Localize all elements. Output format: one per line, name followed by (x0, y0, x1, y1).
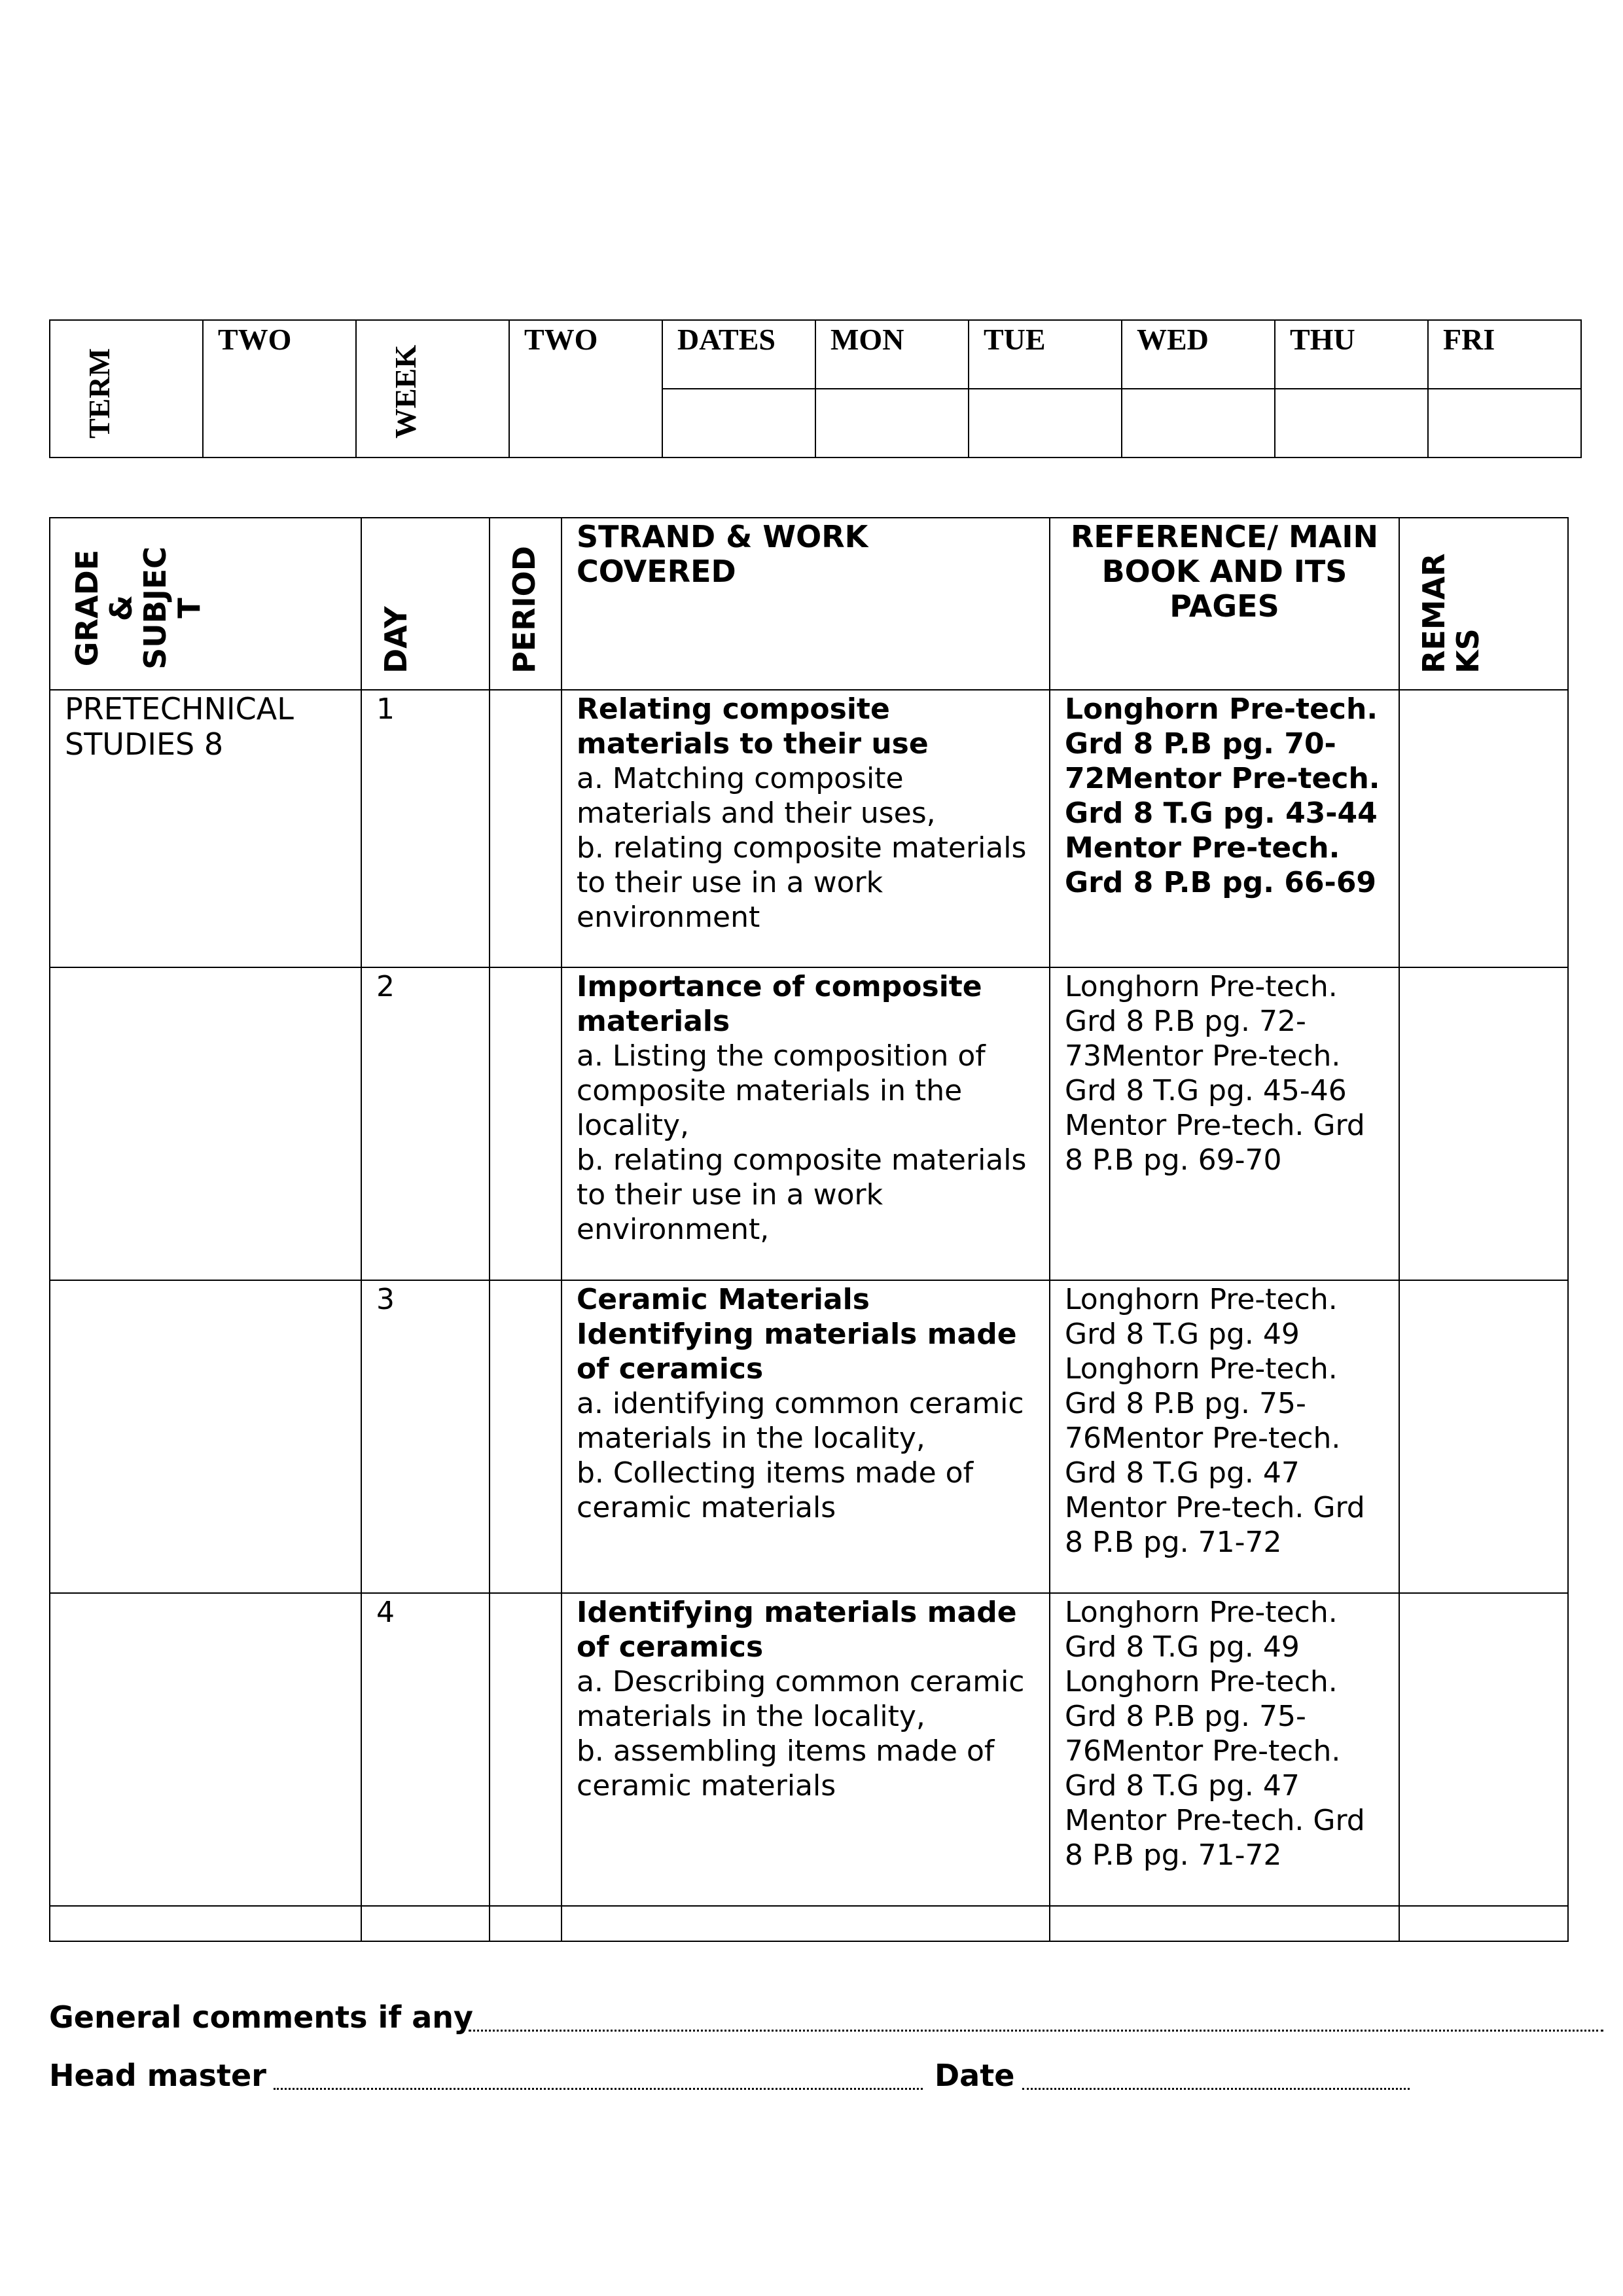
day-cell (361, 967, 490, 1280)
day-header-wed (1122, 320, 1275, 389)
date-label: Date (935, 2058, 1015, 2093)
reference-text: Longhorn Pre-tech. Grd 8 T.G pg. 49 Longhorn Pre-tech. Grd 8 P.B pg. 75-76Mentor Pre-tech. Grd 8 T.G pg. 47 Mentor Pre-tech. Grd 8 P.B pg. 71-72 (1065, 1596, 1365, 1872)
dates-label: DATES (677, 323, 776, 356)
period-header (490, 518, 562, 690)
lesson-row (50, 690, 1568, 967)
term-label-cell (50, 320, 203, 457)
grade-header-line1: GRADE (69, 549, 105, 667)
week-label-cell (356, 320, 509, 457)
strand-title: Identifying materials made of ceramics (577, 1596, 1017, 1664)
remarks-header-line2: KS (1450, 628, 1486, 673)
day-header-tue (969, 320, 1122, 389)
day-number: 2 (376, 970, 395, 1003)
empty-cell[interactable] (562, 1906, 1050, 1941)
head-master-signature-line[interactable] (274, 2088, 923, 2090)
day-mon: MON (830, 323, 904, 356)
day-cell (361, 1280, 490, 1593)
week-label: WEEK (389, 344, 422, 439)
week-value-cell (509, 320, 662, 457)
reference-cell (1050, 1280, 1399, 1593)
strand-item: b. assembling items made of ceramic materials (577, 1734, 995, 1803)
term-label: TERM (82, 348, 116, 439)
strand-cell (562, 967, 1050, 1280)
date-cell-tue[interactable] (969, 389, 1122, 457)
strand-item: b. relating composite materials to their use in a work environment, (577, 1143, 1027, 1246)
day-header-fri (1428, 320, 1581, 389)
empty-cell[interactable] (50, 1906, 361, 1941)
day-wed: WED (1137, 323, 1209, 356)
reference-text: Longhorn Pre-tech. Grd 8 P.B pg. 72-73Mentor Pre-tech. Grd 8 T.G pg. 45-46 Mentor Pre-tech. Grd 8 P.B pg. 69-70 (1065, 970, 1365, 1177)
lesson-row (50, 1593, 1568, 1906)
subject-cell (50, 690, 361, 967)
remarks-header (1399, 518, 1568, 690)
remarks-cell[interactable] (1399, 690, 1568, 967)
strand-title: Ceramic Materials Identifying materials made of ceramics (577, 1283, 1017, 1386)
empty-cell[interactable] (1399, 1906, 1568, 1941)
term-value: TWO (218, 323, 292, 356)
period-cell[interactable] (490, 1593, 562, 1906)
general-comments-line[interactable] (469, 2030, 1603, 2032)
period-cell[interactable] (490, 1280, 562, 1593)
remarks-cell[interactable] (1399, 1593, 1568, 1906)
strand-title: Importance of composite materials (577, 970, 982, 1038)
grade-header-line4: T (171, 598, 207, 619)
reference-cell (1050, 690, 1399, 967)
day-number: 1 (376, 692, 395, 726)
day-number: 3 (376, 1283, 395, 1316)
term-value-cell (203, 320, 356, 457)
strand-cell (562, 1593, 1050, 1906)
header-row (50, 518, 1568, 690)
strand-item: a. Matching composite materials and their uses, (577, 762, 936, 830)
day-header-label: DAY (378, 606, 414, 673)
grade-subject-header (50, 518, 361, 690)
date-cell-thu[interactable] (1275, 389, 1428, 457)
reference-cell (1050, 967, 1399, 1280)
reference-header (1050, 518, 1399, 690)
day-fri: FRI (1443, 323, 1495, 356)
subject-text: PRETECHNICAL STUDIES 8 (65, 691, 294, 762)
date-cell-mon[interactable] (815, 389, 969, 457)
day-cell (361, 690, 490, 967)
empty-cell[interactable] (490, 1906, 562, 1941)
dates-label-cell (662, 320, 815, 389)
general-comments-label: General comments if any (49, 2000, 474, 2035)
period-header-label: PERIOD (507, 546, 542, 673)
period-cell[interactable] (490, 967, 562, 1280)
date-cell-fri[interactable] (1428, 389, 1581, 457)
remarks-cell[interactable] (1399, 1280, 1568, 1593)
day-thu: THU (1290, 323, 1355, 356)
subject-cell (50, 1593, 361, 1906)
remarks-cell[interactable] (1399, 967, 1568, 1280)
remarks-header-line1: REMAR (1416, 553, 1452, 673)
strand-cell (562, 690, 1050, 967)
subject-cell (50, 967, 361, 1280)
empty-row (50, 1906, 1568, 1941)
head-master-label: Head master (49, 2058, 266, 2093)
lesson-plan-table (49, 517, 1569, 1942)
day-header-mon (815, 320, 969, 389)
lesson-row (50, 1280, 1568, 1593)
grade-header-line3: SUBJEC (137, 547, 173, 670)
period-cell[interactable] (490, 690, 562, 967)
day-header (361, 518, 490, 690)
strand-item: a. identifying common ceramic materials in the locality, (577, 1387, 1024, 1455)
lesson-row (50, 967, 1568, 1280)
reference-cell (1050, 1593, 1399, 1906)
strand-item: a. Describing common ceramic materials in the locality, (577, 1665, 1025, 1733)
subject-cell (50, 1280, 361, 1593)
day-tue: TUE (984, 323, 1046, 356)
strand-header-label: STRAND & WORK COVERED (577, 519, 868, 589)
grade-header-line2: & (103, 594, 139, 622)
reference-text: Longhorn Pre-tech. Grd 8 T.G pg. 49 Longhorn Pre-tech. Grd 8 P.B pg. 75-76Mentor Pre-tech. Grd 8 T.G pg. 47 Mentor Pre-tech. Grd 8 P.B pg. 71-72 (1065, 1283, 1365, 1559)
strand-header (562, 518, 1050, 690)
empty-cell[interactable] (361, 1906, 490, 1941)
reference-text: Longhorn Pre-tech. Grd 8 P.B pg. 70- 72Mentor Pre-tech. Grd 8 T.G pg. 43-44 Mentor Pre-tech. Grd 8 P.B pg. 66-69 (1065, 692, 1380, 899)
date-cell-blank[interactable] (662, 389, 815, 457)
day-cell (361, 1593, 490, 1906)
week-value: TWO (524, 323, 598, 356)
strand-item: a. Listing the composition of composite materials in the locality, (577, 1039, 986, 1142)
day-number: 4 (376, 1596, 395, 1629)
strand-item: b. relating composite materials to their use in a work environment (577, 831, 1027, 934)
date-line[interactable] (1022, 2088, 1410, 2090)
strand-title: Relating composite materials to their use (577, 692, 929, 761)
term-week-table (49, 319, 1582, 458)
reference-header-label: REFERENCE/ MAIN BOOK AND ITS PAGES (1070, 519, 1379, 624)
empty-cell[interactable] (1050, 1906, 1399, 1941)
day-header-thu (1275, 320, 1428, 389)
date-cell-wed[interactable] (1122, 389, 1275, 457)
strand-cell (562, 1280, 1050, 1593)
strand-item: b. Collecting items made of ceramic materials (577, 1456, 974, 1524)
